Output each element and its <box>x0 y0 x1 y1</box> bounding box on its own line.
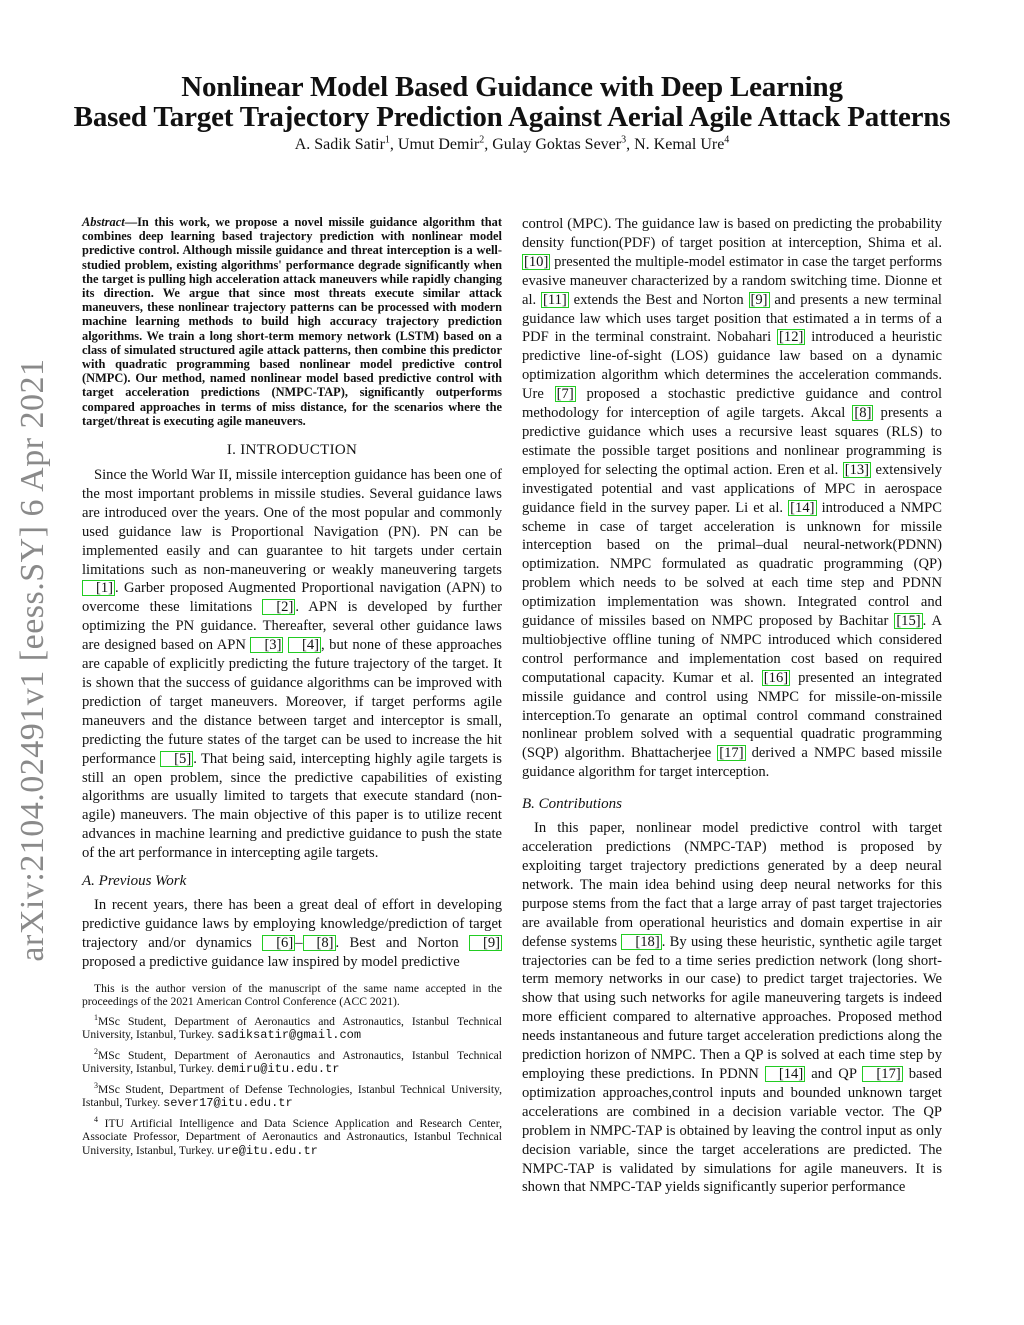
author-separator: , <box>484 136 493 154</box>
author-name: A. Sadik Satir <box>294 136 385 154</box>
text-run: In this paper, nonlinear model predictive control with target acceleration predictions (NMPC-TAP) method is proposed by exploiting target trajectory predictions generated by a deep neural network. The main idea behind using deep neural networks for this purpose stems from the fact that a large array of past target trajectories are available from operational heuristics and domain expertise in air defense systems <box>522 820 942 950</box>
text-run: – <box>295 934 303 951</box>
author <box>492 136 634 153</box>
section-heading-introduction: I. INTRODUCTION <box>226 442 358 459</box>
previous-work-continued-paragraph <box>522 215 942 782</box>
previous-work-paragraph <box>82 896 502 972</box>
footnote-affiliation <box>82 1113 502 1159</box>
citation-link[interactable]: [15] <box>896 613 921 630</box>
text-run: , but none of these approaches are capable of explicitly predicting the future trajectory of the target. It is shown that the success of guidance algorithms can be improved with prediction of target maneuvers. Moreover, if target performs agile maneuvers and the distance between target and interceptor is small, predicting the future states of the target can be used to increase the hit performance <box>82 637 502 767</box>
text-run: extends the Best and Norton <box>568 291 749 308</box>
citation-link[interactable]: [18] <box>621 934 661 950</box>
text-run: In recent years, there has been a great deal of effort in developing predictive guidance laws by employing knowledge/prediction of target trajectory and/or dynamics <box>82 897 502 951</box>
text-run: . A multiobjective offline tuning of NMPC introduced which considered control performance and implementation cost based on required computational capacity. Kumar et al. <box>522 613 942 686</box>
paper-title-line-1: Nonlinear Model Based Guidance with Deep Learning <box>181 71 843 103</box>
author-name: N. Kemal Ure <box>634 136 725 154</box>
right-column <box>522 215 942 1197</box>
citation-link[interactable]: [5] <box>160 751 193 767</box>
text-run: based optimization approaches,control inputs and bounded unknown target accelerations are combined in a decision variable vector. The QP problem in NMPC-TAP is obtained by leaving the control input as only decision variable, since the target accelerations are predicted. The NMPC-TAP is validated by simulations for agile maneuvers. It is shown that NMPC-TAP yields significantly superior performance <box>522 1065 942 1196</box>
author <box>398 136 492 153</box>
footnote-affiliation <box>82 1079 502 1111</box>
author <box>295 136 398 153</box>
citation-link[interactable]: [2] <box>262 599 295 615</box>
author-name: Umut Demir <box>397 136 480 154</box>
text-run: presented the multiple-model estimator in case the target performs evasive maneuver characterized by a random switching time. Dionne et al. <box>522 253 942 308</box>
author-name: Gulay Goktas Sever <box>492 136 622 154</box>
introduction-paragraph <box>82 466 502 863</box>
text-run: derived a NMPC based missile guidance algorithm for target interception. <box>522 745 942 781</box>
footnote-text: MSc Student, Department of Defense Technologies, Istanbul Technical University, Istanbul, Turkey. <box>82 1082 502 1110</box>
author-email: ure@itu.edu.tr <box>217 1144 318 1159</box>
text-run: . Best and Norton <box>335 934 469 951</box>
author <box>634 136 729 153</box>
footnote-text: ITU Artificial Intelligence and Data Science Application and Research Center, Associate Professor, Department of Aeronautics and Astronautics, Istanbul Technical University, Istanbul, Turkey. <box>82 1116 502 1158</box>
text-run: introduced a NMPC scheme in case of target acceleration is unknown for missile interception based on the primal–dual neural-network(PDNN) optimization. NMPC formulated as quadratic programming (QP) problem which needs to be solved at each time step and PDNN optimization implementation was shown. Integrated control and guidance of missiles based on NMPC proposed by Bachitar <box>522 499 942 630</box>
abstract-label: Abstract <box>82 215 125 229</box>
author-affiliation-mark: 1 <box>384 135 390 146</box>
text-run: and presents a new terminal guidance law which uses target position that estimated a in terms of a PDF in the terminal constraint. Nobahari <box>522 291 942 346</box>
subsection-heading-previous-work: A. Previous Work <box>82 873 187 890</box>
author-affiliation-mark: 2 <box>479 135 485 146</box>
author-separator: , <box>389 136 398 154</box>
arxiv-identifier-stamp <box>8 340 58 980</box>
footnote-affiliation <box>82 1045 502 1077</box>
citation-link[interactable]: [13] <box>844 461 870 478</box>
citation-link[interactable]: [10] <box>524 253 549 270</box>
footnote-mark: 2 <box>94 1046 98 1056</box>
left-column <box>82 215 502 1161</box>
footnotes <box>82 982 502 1159</box>
citation-link[interactable]: [1] <box>82 580 115 596</box>
author-separator: , <box>626 136 635 154</box>
footnote-mark: 4 <box>94 1115 98 1125</box>
subsection-heading-contributions: B. Contributions <box>522 796 623 813</box>
text-run: Since the World War II, missile interception guidance has been one of the most important problems in missile studies. Several guidance laws are introduced over the years. One of the most popular and commonly used guidance law is Proportional Navigation (PN). PN can be implemented easily and can guarantee to hit targets under certain limitations such as non-maneuvering or weakly maneuvering targets <box>82 467 502 578</box>
paper-title <box>0 72 1024 132</box>
citation-link[interactable]: [3] <box>250 637 283 653</box>
text-run: presents a predictive guidance which uses a recursive least squares (RLS) to estimate the possible target positions and nonlinear programming is employed for selecting the optimal action. Eren et al. <box>522 405 942 478</box>
author-email: demiru@itu.edu.tr <box>217 1062 340 1077</box>
text-run: proposed a stochastic predictive guidance and control methodology for interception of agile targets. Akcal <box>522 386 943 422</box>
text-run: extensively investigated potential and vast applications of MPC in aerospace guidance field in the survey paper. Li et al. <box>522 461 942 516</box>
citation-link[interactable]: [8] <box>854 405 872 422</box>
arxiv-identifier-text: arXiv:2104.02491v1 [eess.SY] 6 Apr 2021 <box>14 358 51 962</box>
text-run: and QP <box>805 1065 863 1082</box>
text-run: . That being said, intercepting highly agile targets is still an open problem, since the predictive capabilities of existing algorithms are usually limited to targets that execute standard (non-agile) maneuvers. The main objective of this paper is to utilize recent advances in machine learning and predictive guidance to push the state of the art performance in intercepting agile targets. <box>82 750 502 862</box>
footnote-mark: 1 <box>94 1012 98 1022</box>
abstract <box>82 215 502 428</box>
citation-link[interactable]: [8] <box>303 935 336 951</box>
author-email: sadiksatir@gmail.com <box>217 1028 362 1043</box>
abstract-dash: — <box>124 215 138 229</box>
text-run: control (MPC). The guidance law is based on predicting the probability density function(PDF) of target position at interception, Shima et al. <box>522 216 942 251</box>
footnote-text: MSc Student, Department of Aeronautics and Astronautics, Istanbul Technical University, Istanbul, Turkey. <box>82 1048 502 1076</box>
text-run: proposed a predictive guidance law inspired by model predictive <box>82 953 460 970</box>
footnote-affiliation <box>82 1011 502 1043</box>
citation-link[interactable]: [7] <box>556 386 574 403</box>
citation-link[interactable]: [17] <box>862 1066 902 1082</box>
text-run: presented an integrated missile guidance and control using NMPC for missile-on-missile interception.To genarate an optimal control command constrained nonlinear problem solved with a sequential quadratic programming (SQP) algorithm. Bhattacherjee <box>522 669 943 762</box>
author-email: sever17@itu.edu.tr <box>163 1096 293 1111</box>
author-list <box>0 135 1024 154</box>
text-run: . By using these heuristic, synthetic agile target trajectories can be fed to a time series prediction network (long short-term memory networks in our case) to predict target trajectories. We show that using such networks for agile maneuvering targets is indeed more efficient compared to alternative approaches. Proposed method needs instantaneous and future target acceleration predictions along the prediction horizon of NMPC. Then a QP is solved at each time step by employing these predictions. In PDNN <box>522 933 942 1082</box>
text-run: . Garber proposed Augmented Proportional navigation (APN) to overcome these limitations <box>82 580 502 616</box>
paper-title-line-2: Based Target Trajectory Prediction Against Aerial Agile Attack Patterns <box>73 101 951 133</box>
citation-link[interactable]: [4] <box>288 637 321 653</box>
citation-link[interactable]: [6] <box>262 935 295 951</box>
citation-link[interactable]: [17] <box>719 745 744 762</box>
citation-link[interactable]: [11] <box>543 291 567 308</box>
text-run: . APN is developed by further optimizing the PN guidance. Thereafter, several other guidance laws are designed based on APN <box>82 599 502 654</box>
footnote-mark: 3 <box>94 1080 98 1090</box>
citation-link[interactable]: [12] <box>779 329 804 346</box>
contributions-paragraph <box>522 819 942 1197</box>
footnote-text: MSc Student, Department of Aeronautics and Astronautics, Istanbul Technical University, Istanbul, Turkey. <box>82 1014 502 1042</box>
author-affiliation-mark: 3 <box>621 135 627 146</box>
citation-link[interactable]: [14] <box>765 1066 805 1082</box>
citation-link[interactable]: [9] <box>750 291 768 308</box>
abstract-text: In this work, we propose a novel missile guidance algorithm that combines deep learning based trajectory prediction with nonlinear model predictive control. Although missile guidance and threat interception is a well-studied problem, existing algorithms' performance degrade significantly when the target is pulling high acceleration attack maneuvers while rapidly changing its direction. We argue that since most threats execute similar attack maneuvers, these nonlinear trajectory patterns can be processed with modern machine learning methods to build high accuracy trajectory prediction algorithms. We train a long short-term memory network (LSTM) based on a class of simulated structured agile attack patterns, then combine this predictor with quadratic programming based nonlinear model predictive control (NMPC). Our method, named nonlinear model based predictive control with target acceleration predictions (NMPC-TAP), significantly outperforms compared approaches in terms of miss distance, for the scenarios where the target/threat is executing agile maneuvers. <box>82 215 502 428</box>
citation-link[interactable]: [14] <box>790 499 815 516</box>
citation-link[interactable]: [9] <box>469 935 502 951</box>
text-run: introduced a heuristic predictive line-of-sight (LOS) guidance law based on a dynamic optimization algorithm which determines the acceleration commands. Ure <box>522 329 942 403</box>
author-affiliation-mark: 4 <box>724 135 730 146</box>
citation-link[interactable]: [16] <box>763 669 789 686</box>
acceptance-note: This is the author version of the manuscript of the same name accepted in the proceedings of the 2021 American Control Conference (ACC 2021). <box>82 981 502 1009</box>
